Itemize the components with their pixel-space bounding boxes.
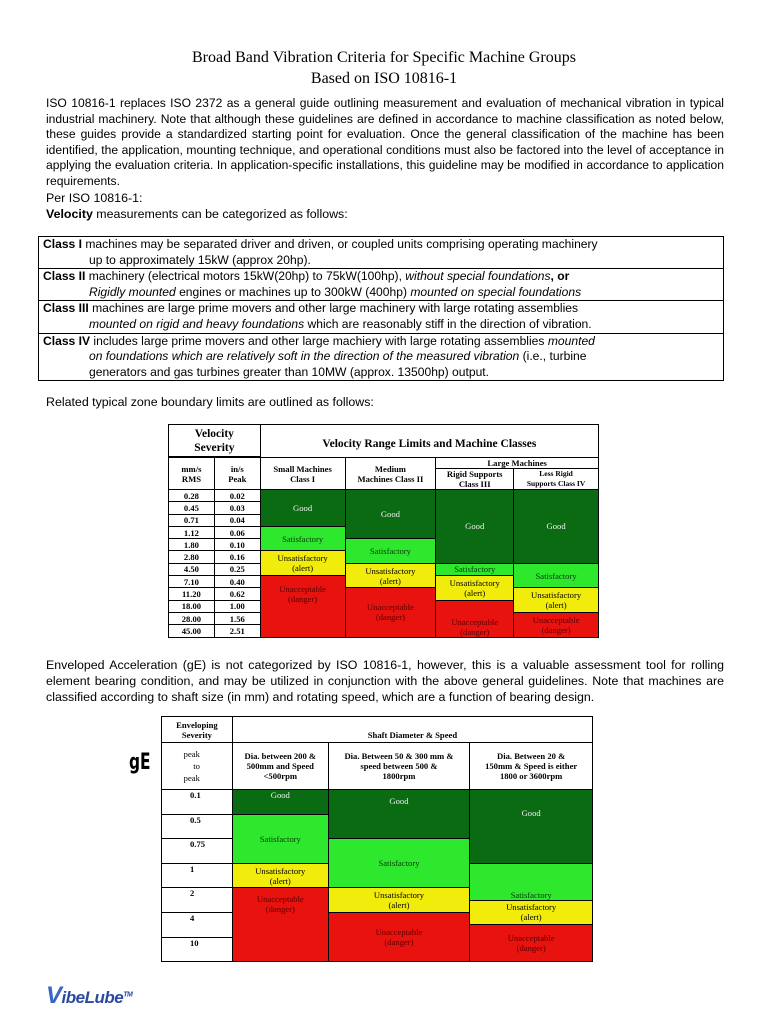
- zone-good: Good: [345, 490, 436, 539]
- class-text-italic: Rigidly mounted: [89, 284, 176, 299]
- table-cell-mms: 11.20: [169, 588, 215, 600]
- severity-line: Enveloping: [176, 719, 218, 730]
- zone-satisfactory: Satisfactory: [345, 539, 436, 564]
- zone-text: (danger): [375, 612, 405, 623]
- table-cell-mms: 4.50: [169, 563, 215, 575]
- page-title-line1: Broad Band Vibration Criteria for Specific Machine Groups: [192, 49, 576, 66]
- col-head: mm/s: [181, 463, 202, 474]
- table-cell-ins: 0.16: [214, 551, 260, 563]
- col-class2: [345, 458, 436, 490]
- velocity-intro: [46, 206, 348, 222]
- class-label: Class II: [43, 269, 86, 284]
- col-head: speed between 500 &: [360, 761, 438, 771]
- class-descriptions: [38, 236, 724, 381]
- ge-row-label: 0.5: [162, 814, 233, 839]
- col-head: RMS: [181, 473, 201, 484]
- col-head: 1800 or 3600rpm: [499, 771, 563, 781]
- ge-row-label: 10: [162, 937, 233, 962]
- zone-text: Unsatisfactory: [449, 577, 500, 588]
- peak-text: peak: [183, 749, 200, 759]
- zone-unsatisfactory: [260, 551, 345, 576]
- zone-text: (danger): [288, 594, 318, 605]
- class-text-italic: mounted on rigid and heavy foundations: [89, 316, 305, 331]
- ge-row-label: 1: [162, 863, 233, 888]
- velocity-rest: measurements can be categorized as follows:: [92, 207, 348, 221]
- peak-text: to: [193, 761, 200, 771]
- table-cell-mms: 0.28: [169, 490, 215, 502]
- zone-unsatisfactory: [232, 863, 328, 888]
- zone-text: (danger): [265, 904, 295, 915]
- vibelube-logo: [46, 982, 132, 1010]
- class-text: includes large prime movers and other large machiery with large rotating assemblies: [90, 333, 548, 348]
- logo-tm: TM: [123, 991, 133, 999]
- class-text: engines or machines up to 300kW (400hp): [175, 284, 411, 299]
- zone-satisfactory: Satisfactory: [232, 814, 328, 863]
- enveloped-paragraph: Enveloped Acceleration (gE) is not categorized by ISO 10816-1, however, this is a valuable assessment tool for rolling element bearing condition, and may be utilized in conjunction with the above general guidelines. Note that machines are classified according to shaft size (in mm) and rotating speed, which are a function of bearing design.: [46, 658, 724, 704]
- peak-to-peak: [162, 743, 233, 790]
- table-cell-ins: 0.40: [214, 576, 260, 588]
- logo-text: ibeLube: [61, 988, 124, 1007]
- class-text: generators and gas turbines greater than 10MW (approx. 13500hp) output.: [89, 364, 490, 379]
- velocity-word: Velocity: [46, 207, 93, 221]
- class-text: which are reasonably stiff in the direction of vibration.: [304, 316, 592, 331]
- class-text: (i.e., turbine: [519, 349, 587, 364]
- col-head: Peak: [228, 473, 247, 484]
- col-head: Rigid Supports: [446, 469, 503, 479]
- ge-row-label: 4: [162, 912, 233, 937]
- zone-text: (alert): [379, 575, 401, 586]
- zone-text: Unacceptable: [367, 602, 414, 613]
- zone-text: (danger): [516, 943, 546, 954]
- zone-text: (danger): [460, 626, 490, 637]
- zone-text: Unacceptable: [279, 584, 326, 595]
- col-head: 150mm & Speed is either: [485, 761, 578, 771]
- zone-unacceptable: [514, 612, 599, 637]
- zone-text: Unsatisfactory: [365, 565, 416, 576]
- table-cell-ins: 0.06: [214, 526, 260, 538]
- table-cell-mms: 7.10: [169, 576, 215, 588]
- col-head: Less Rigid: [539, 469, 573, 478]
- zone-satisfactory: Satisfactory: [260, 526, 345, 551]
- shaft-title: Shaft Diameter & Speed: [232, 717, 592, 743]
- table-cell-ins: 1.00: [214, 600, 260, 612]
- col-head: Class I: [290, 473, 316, 484]
- related-text: Related typical zone boundary limits are outlined as follows:: [46, 395, 374, 409]
- class-text-italic: on foundations which are relatively soft in the direction of the measured vibration: [89, 349, 520, 364]
- class-row-1: [39, 237, 723, 269]
- table-cell-mms: 0.45: [169, 502, 215, 514]
- class-text-italic: mounted: [547, 333, 595, 348]
- table-cell-mms: 18.00: [169, 600, 215, 612]
- col-class1: [260, 458, 345, 490]
- col-mms: [169, 458, 215, 490]
- intro-paragraph: ISO 10816-1 replaces ISO 2372 as a general guide outlining measurement and evaluation of mechanical vibration in typical industrial machinery. Note that although these guidelines are defined in accordance to machine classification as noted below, these guides provide a standardized starting point for evaluation. Once the general classification of the machine has been identified, the application, mounting technique, and operational conditions must also be factored into the level of acceptance in applying the evaluation criteria. In application-specific installations, this guideline may be modified in accordance to application requirements.: [46, 96, 724, 188]
- severity-line: Severity: [194, 441, 235, 454]
- table-cell-mms: 1.12: [169, 526, 215, 538]
- col-head: in/s: [230, 463, 244, 474]
- zone-unsatisfactory: [436, 576, 514, 601]
- col-head: Class III: [458, 479, 491, 489]
- col-head: Dia. Between 20 &: [497, 751, 566, 761]
- zone-satisfactory: Satisfactory: [436, 563, 514, 575]
- class-text-italic: mounted on special foundations: [410, 284, 582, 299]
- zone-text: (alert): [545, 600, 567, 611]
- zone-text: Unsatisfactory: [277, 553, 328, 564]
- zone-good: Good: [232, 790, 328, 815]
- severity-line: Severity: [181, 729, 212, 740]
- peak-text: peak: [183, 773, 200, 783]
- per-iso-text: Per ISO 10816-1:: [46, 191, 143, 205]
- zone-unsatisfactory: [328, 888, 470, 913]
- zone-text: Unsatisfactory: [373, 890, 425, 901]
- table-cell-ins: 0.04: [214, 514, 260, 526]
- logo-v: V: [46, 982, 62, 1009]
- col-class3: [436, 469, 514, 490]
- zone-text: (alert): [269, 875, 291, 886]
- velocity-severity-table: [168, 424, 599, 638]
- col-head: Machines Class II: [357, 473, 424, 484]
- class-row-4: [39, 334, 723, 381]
- ge-row-label: 0.75: [162, 839, 233, 864]
- ge-row-label: 0.1: [162, 790, 233, 815]
- zone-good: Good: [514, 490, 599, 564]
- ge-label: gE: [129, 750, 151, 775]
- table-cell-mms: 45.00: [169, 625, 215, 637]
- class-text: up to approximately 15kW (approx 20hp).: [89, 252, 311, 267]
- col-head: 1800rpm: [382, 771, 416, 781]
- table-cell-mms: 2.80: [169, 551, 215, 563]
- zone-text: Unacceptable: [451, 616, 499, 627]
- table-cell-ins: 0.03: [214, 502, 260, 514]
- zone-unacceptable: [345, 588, 436, 637]
- col-head: <500rpm: [263, 771, 298, 781]
- table-cell-ins: 1.56: [214, 612, 260, 624]
- table-cell-mms: 0.71: [169, 514, 215, 526]
- class-text: machines may be separated driver and driven, or coupled units comprising operating machinery: [82, 237, 598, 251]
- zone-satisfactory: Satisfactory: [514, 563, 599, 588]
- col-head: Medium: [374, 463, 406, 474]
- ge-severity-table: [161, 716, 593, 962]
- severity-line: Velocity: [194, 427, 234, 440]
- zone-text: Unacceptable: [375, 927, 423, 938]
- zone-text: (alert): [388, 900, 410, 911]
- zone-text: (alert): [520, 912, 542, 923]
- zone-text: (danger): [541, 624, 571, 635]
- zone-text: (alert): [464, 587, 486, 598]
- zone-text: Unsatisfactory: [506, 902, 557, 913]
- ge-col3: [470, 743, 593, 790]
- col-head: Supports Class IV: [526, 479, 586, 488]
- table-cell-ins: 0.62: [214, 588, 260, 600]
- class-label: Class III: [43, 301, 89, 316]
- col-head: Small Machines: [273, 463, 332, 474]
- class-text-bold: , or: [550, 269, 570, 284]
- class-label: Class I: [43, 237, 82, 251]
- zone-good: Good: [470, 790, 593, 864]
- zone-text: Unsatisfactory: [255, 865, 306, 876]
- zone-text: Unsatisfactory: [531, 590, 582, 601]
- zone-unacceptable: [470, 925, 593, 962]
- zone-unsatisfactory: [514, 588, 599, 613]
- col-head: Dia. between 200 &: [244, 751, 317, 761]
- zone-text: Unacceptable: [532, 614, 580, 625]
- zone-unacceptable: [260, 576, 345, 637]
- ge-col2: [328, 743, 470, 790]
- table-cell-ins: 0.02: [214, 490, 260, 502]
- class-label: Class IV: [43, 333, 91, 348]
- class-text-italic: without special foundations: [405, 269, 551, 284]
- table-cell-ins: 0.10: [214, 539, 260, 551]
- zone-unacceptable: [436, 600, 514, 637]
- velocity-severity-header: [169, 425, 261, 457]
- ge-col1: [232, 743, 328, 790]
- table-cell-ins: 2.51: [214, 625, 260, 637]
- zone-unsatisfactory: [470, 900, 593, 925]
- class-text: machinery (electrical motors 15kW(20hp) to 75kW(100hp),: [85, 269, 406, 284]
- table-cell-mms: 1.80: [169, 539, 215, 551]
- ge-row-label: 2: [162, 888, 233, 913]
- col-head: 500mm and Speed: [246, 761, 314, 771]
- zone-good: Good: [436, 490, 514, 564]
- col-class4: [514, 469, 599, 490]
- velocity-range-title: Velocity Range Limits and Machine Classes: [260, 425, 598, 458]
- col-ins: [214, 458, 260, 490]
- zone-text: Unacceptable: [507, 933, 555, 944]
- zone-good: Good: [328, 790, 470, 839]
- large-machines-header: Large Machines: [436, 458, 599, 469]
- zone-satisfactory: Satisfactory: [470, 863, 593, 900]
- ge-severity-header: [162, 717, 233, 743]
- class-row-3: [39, 301, 723, 333]
- zone-satisfactory: Satisfactory: [328, 839, 470, 888]
- page-title-line2: Based on ISO 10816-1: [310, 70, 458, 87]
- col-head: Dia. Between 50 & 300 mm &: [344, 751, 454, 761]
- zone-text: Unacceptable: [256, 894, 304, 905]
- zone-text: (danger): [384, 937, 414, 948]
- zone-good: Good: [260, 490, 345, 527]
- class-row-2: [39, 269, 723, 301]
- zone-unacceptable: [232, 888, 328, 962]
- table-cell-mms: 28.00: [169, 612, 215, 624]
- zone-unsatisfactory: [345, 563, 436, 588]
- table-cell-ins: 0.25: [214, 563, 260, 575]
- zone-unacceptable: [328, 912, 470, 961]
- class-text: machines are large prime movers and other large machinery with large rotating assemblies: [88, 301, 579, 316]
- zone-text: (alert): [292, 563, 314, 574]
